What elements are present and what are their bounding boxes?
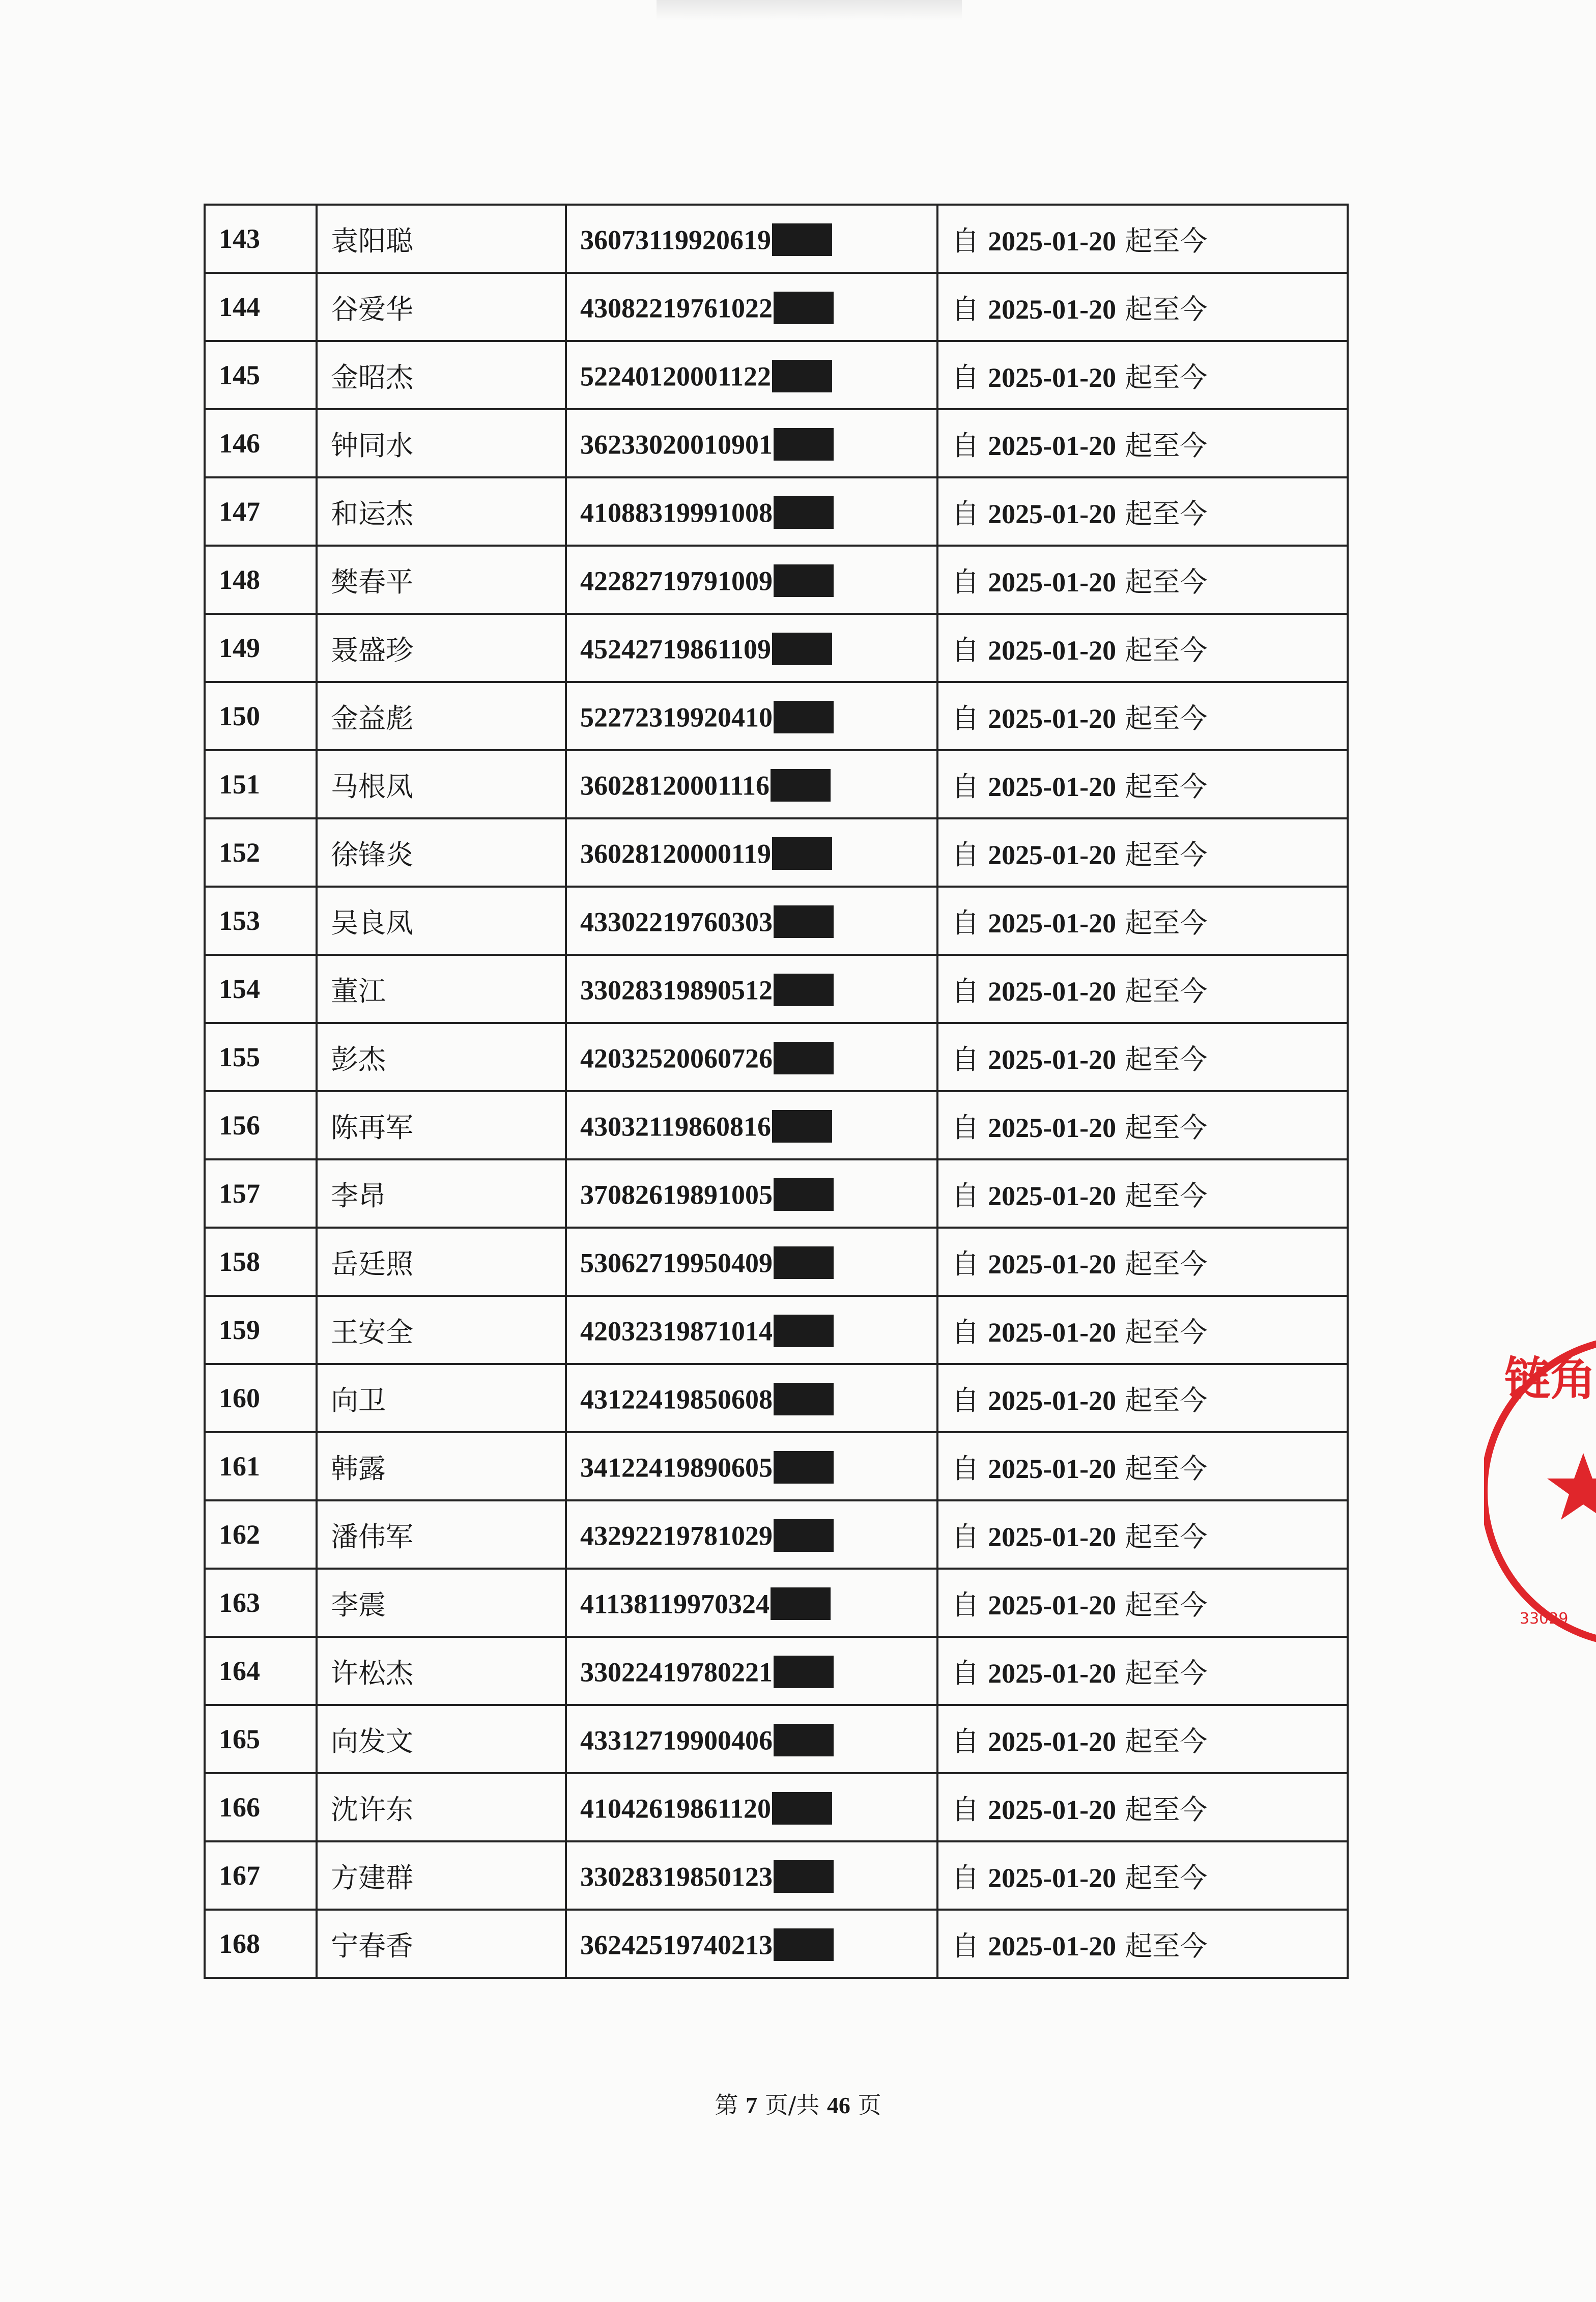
person-name: 李昂: [317, 1159, 566, 1228]
period-suffix: 起至今: [1125, 361, 1208, 393]
footer-prefix: 第: [715, 2091, 738, 2119]
redaction-block: [774, 905, 834, 938]
id-number: 33022419780221: [580, 1657, 773, 1688]
period-prefix: 自: [952, 770, 979, 803]
person-name: 潘伟军: [317, 1500, 566, 1569]
id-number: 41042619861120: [580, 1793, 772, 1824]
table-row: [205, 273, 1348, 341]
period-cell: [937, 1364, 1348, 1432]
period-suffix: 起至今: [1125, 1793, 1208, 1826]
start-date: 2025-01-20: [988, 294, 1117, 325]
table-row: [205, 1841, 1348, 1910]
id-number-cell: [566, 1910, 937, 1978]
redaction-block: [774, 428, 834, 461]
id-number-cell: [566, 273, 937, 341]
start-date: 2025-01-20: [988, 362, 1117, 393]
start-date: 2025-01-20: [988, 1862, 1117, 1893]
id-number: 43032119860816: [580, 1111, 772, 1142]
person-name: 许松杰: [317, 1637, 566, 1705]
start-date: 2025-01-20: [988, 1726, 1117, 1757]
period-cell: [937, 1091, 1348, 1159]
id-number: 41088319991008: [580, 497, 773, 528]
seal-text: 链角: [1504, 1352, 1596, 1406]
id-number: 42032520060726: [580, 1043, 773, 1074]
period-prefix: 自: [952, 429, 979, 462]
row-number: 145: [205, 341, 317, 409]
id-number: 36073119920619: [580, 224, 772, 255]
person-name: 李震: [317, 1569, 566, 1637]
roster-table-body: [205, 205, 1348, 1978]
row-number: 152: [205, 818, 317, 887]
start-date: 2025-01-20: [988, 1385, 1117, 1416]
start-date: 2025-01-20: [988, 703, 1117, 734]
row-number: 160: [205, 1364, 317, 1432]
id-number: 43122419850608: [580, 1384, 773, 1415]
row-number: 155: [205, 1023, 317, 1091]
period-suffix: 起至今: [1125, 838, 1208, 871]
period-prefix: 自: [952, 1452, 979, 1485]
person-name: 徐锋炎: [317, 818, 566, 887]
row-number: 148: [205, 546, 317, 614]
id-number: 43302219760303: [580, 906, 773, 937]
table-row: [205, 1296, 1348, 1364]
id-number: 33028319850123: [580, 1861, 773, 1892]
table-row: [205, 1705, 1348, 1773]
period-suffix: 起至今: [1125, 497, 1208, 530]
id-number-cell: [566, 1228, 937, 1296]
id-number: 36233020010901: [580, 429, 773, 460]
period-suffix: 起至今: [1125, 634, 1208, 666]
table-row: [205, 1569, 1348, 1637]
period-cell: [937, 1228, 1348, 1296]
table-row: [205, 1637, 1348, 1705]
table-row: [205, 887, 1348, 955]
row-number: 158: [205, 1228, 317, 1296]
id-number: 41138119970324: [580, 1588, 770, 1619]
redaction-block: [774, 701, 834, 733]
id-number-cell: [566, 1432, 937, 1500]
id-number-cell: [566, 750, 937, 818]
period-cell: [937, 1705, 1348, 1773]
id-number: 36028120000119: [580, 838, 772, 869]
start-date: 2025-01-20: [988, 907, 1117, 939]
redaction-block: [774, 1315, 834, 1347]
id-number: 42032319871014: [580, 1316, 773, 1347]
period-cell: [937, 1023, 1348, 1091]
row-number: 166: [205, 1773, 317, 1841]
start-date: 2025-01-20: [988, 635, 1117, 666]
id-number-cell: [566, 818, 937, 887]
row-number: 149: [205, 614, 317, 682]
redaction-block: [774, 1246, 834, 1279]
id-number: 36242519740213: [580, 1929, 773, 1960]
row-number: 146: [205, 409, 317, 477]
id-number-cell: [566, 205, 937, 273]
id-number-cell: [566, 1023, 937, 1091]
person-name: 金昭杰: [317, 341, 566, 409]
start-date: 2025-01-20: [988, 566, 1117, 598]
table-row: [205, 1228, 1348, 1296]
id-number-cell: [566, 614, 937, 682]
row-number: 154: [205, 955, 317, 1023]
period-suffix: 起至今: [1125, 702, 1208, 734]
person-name: 聂盛珍: [317, 614, 566, 682]
period-cell: [937, 546, 1348, 614]
id-number-cell: [566, 1159, 937, 1228]
period-cell: [937, 477, 1348, 546]
period-prefix: 自: [952, 1111, 979, 1144]
period-prefix: 自: [952, 1043, 979, 1075]
footer-middle: 页/共: [764, 2091, 820, 2119]
start-date: 2025-01-20: [988, 430, 1117, 461]
period-cell: [937, 341, 1348, 409]
table-row: [205, 341, 1348, 409]
period-suffix: 起至今: [1125, 429, 1208, 462]
footer-page-number: 7: [746, 2092, 758, 2118]
row-number: 159: [205, 1296, 317, 1364]
id-number-cell: [566, 887, 937, 955]
start-date: 2025-01-20: [988, 1658, 1117, 1689]
redaction-block: [774, 1451, 834, 1484]
period-prefix: 自: [952, 975, 979, 1007]
period-prefix: 自: [952, 497, 979, 530]
row-number: 144: [205, 273, 317, 341]
person-name: 王安全: [317, 1296, 566, 1364]
period-suffix: 起至今: [1125, 770, 1208, 803]
redaction-block: [774, 1383, 834, 1415]
table-row: [205, 1500, 1348, 1569]
row-number: 168: [205, 1910, 317, 1978]
redaction-block: [774, 564, 834, 597]
period-prefix: 自: [952, 1247, 979, 1280]
row-number: 157: [205, 1159, 317, 1228]
start-date: 2025-01-20: [988, 1112, 1117, 1143]
redaction-block: [771, 769, 831, 802]
redaction-block: [772, 223, 832, 256]
redaction-block: [772, 1110, 832, 1143]
period-suffix: 起至今: [1125, 975, 1208, 1007]
id-number-cell: [566, 409, 937, 477]
table-row: [205, 1091, 1348, 1159]
redaction-block: [774, 1860, 834, 1893]
period-cell: [937, 1637, 1348, 1705]
redaction-block: [772, 633, 832, 665]
roster-table: [204, 204, 1349, 1979]
id-number: 43082219761022: [580, 293, 773, 324]
person-name: 向发文: [317, 1705, 566, 1773]
id-number-cell: [566, 1569, 937, 1637]
period-prefix: 自: [952, 838, 979, 871]
period-suffix: 起至今: [1125, 224, 1208, 257]
period-cell: [937, 1910, 1348, 1978]
id-number: 43292219781029: [580, 1520, 773, 1551]
start-date: 2025-01-20: [988, 498, 1117, 529]
start-date: 2025-01-20: [988, 1794, 1117, 1825]
id-number: 52272319920410: [580, 702, 773, 733]
person-name: 袁阳聪: [317, 205, 566, 273]
table-row: [205, 1773, 1348, 1841]
id-number: 43312719900406: [580, 1725, 773, 1756]
row-number: 156: [205, 1091, 317, 1159]
redaction-block: [774, 1928, 834, 1961]
period-prefix: 自: [952, 1861, 979, 1894]
id-number: 34122419890605: [580, 1452, 773, 1483]
person-name: 董江: [317, 955, 566, 1023]
id-number-cell: [566, 477, 937, 546]
period-prefix: 自: [952, 224, 979, 257]
row-number: 143: [205, 205, 317, 273]
id-number: 53062719950409: [580, 1247, 773, 1278]
period-suffix: 起至今: [1125, 565, 1208, 598]
period-cell: [937, 682, 1348, 750]
start-date: 2025-01-20: [988, 1930, 1117, 1962]
start-date: 2025-01-20: [988, 771, 1117, 802]
period-suffix: 起至今: [1125, 1247, 1208, 1280]
id-number-cell: [566, 341, 937, 409]
period-prefix: 自: [952, 634, 979, 666]
table-row: [205, 546, 1348, 614]
period-cell: [937, 273, 1348, 341]
redaction-block: [771, 1587, 831, 1620]
table-row: [205, 1159, 1348, 1228]
id-number-cell: [566, 1637, 937, 1705]
period-suffix: 起至今: [1125, 1861, 1208, 1894]
person-name: 马根凤: [317, 750, 566, 818]
person-name: 谷爱华: [317, 273, 566, 341]
start-date: 2025-01-20: [988, 1248, 1117, 1280]
id-number: 33028319890512: [580, 975, 773, 1006]
start-date: 2025-01-20: [988, 1453, 1117, 1484]
period-prefix: 自: [952, 1179, 979, 1212]
page-footer: [0, 2087, 1596, 2120]
period-prefix: 自: [952, 1316, 979, 1348]
period-cell: [937, 205, 1348, 273]
seal-code: 33029: [1520, 1610, 1569, 1628]
id-number: 37082619891005: [580, 1179, 773, 1210]
period-suffix: 起至今: [1125, 1316, 1208, 1348]
period-cell: [937, 1159, 1348, 1228]
table-row: [205, 682, 1348, 750]
person-name: 岳廷照: [317, 1228, 566, 1296]
person-name: 沈许东: [317, 1773, 566, 1841]
period-suffix: 起至今: [1125, 906, 1208, 939]
period-cell: [937, 1500, 1348, 1569]
id-number: 36028120001116: [580, 770, 770, 801]
table-row: [205, 955, 1348, 1023]
person-name: 吴良凤: [317, 887, 566, 955]
row-number: 164: [205, 1637, 317, 1705]
id-number-cell: [566, 546, 937, 614]
period-prefix: 自: [952, 1588, 979, 1621]
table-row: [205, 1432, 1348, 1500]
table-row: [205, 205, 1348, 273]
person-name: 钟同水: [317, 409, 566, 477]
period-prefix: 自: [952, 293, 979, 325]
table-row: [205, 477, 1348, 546]
footer-suffix: 页: [858, 2091, 881, 2119]
period-suffix: 起至今: [1125, 1588, 1208, 1621]
period-suffix: 起至今: [1125, 1520, 1208, 1553]
row-number: 150: [205, 682, 317, 750]
period-suffix: 起至今: [1125, 1384, 1208, 1416]
table-row: [205, 614, 1348, 682]
row-number: 165: [205, 1705, 317, 1773]
period-suffix: 起至今: [1125, 1725, 1208, 1757]
period-cell: [937, 1569, 1348, 1637]
period-prefix: 自: [952, 1725, 979, 1757]
period-cell: [937, 955, 1348, 1023]
person-name: 樊春平: [317, 546, 566, 614]
row-number: 167: [205, 1841, 317, 1910]
row-number: 162: [205, 1500, 317, 1569]
id-number-cell: [566, 682, 937, 750]
period-cell: [937, 1841, 1348, 1910]
person-name: 方建群: [317, 1841, 566, 1910]
start-date: 2025-01-20: [988, 1521, 1117, 1552]
start-date: 2025-01-20: [988, 839, 1117, 870]
period-cell: [937, 750, 1348, 818]
period-cell: [937, 614, 1348, 682]
table-row: [205, 409, 1348, 477]
row-number: 151: [205, 750, 317, 818]
period-cell: [937, 818, 1348, 887]
period-prefix: 自: [952, 1657, 979, 1689]
person-name: 彭杰: [317, 1023, 566, 1091]
redaction-block: [774, 292, 834, 324]
period-prefix: 自: [952, 1520, 979, 1553]
start-date: 2025-01-20: [988, 976, 1117, 1007]
period-suffix: 起至今: [1125, 293, 1208, 325]
redaction-block: [772, 1792, 832, 1825]
redaction-block: [774, 1178, 834, 1211]
id-number-cell: [566, 1364, 937, 1432]
period-prefix: 自: [952, 361, 979, 393]
period-suffix: 起至今: [1125, 1111, 1208, 1144]
period-prefix: 自: [952, 702, 979, 734]
id-number: 42282719791009: [580, 565, 773, 596]
person-name: 和运杰: [317, 477, 566, 546]
period-prefix: 自: [952, 1793, 979, 1826]
person-name: 宁春香: [317, 1910, 566, 1978]
row-number: 153: [205, 887, 317, 955]
period-suffix: 起至今: [1125, 1657, 1208, 1689]
id-number-cell: [566, 1841, 937, 1910]
id-number-cell: [566, 1705, 937, 1773]
period-prefix: 自: [952, 906, 979, 939]
red-seal-stamp: [1484, 1323, 1596, 1659]
period-cell: [937, 409, 1348, 477]
period-prefix: 自: [952, 1929, 979, 1962]
table-row: [205, 750, 1348, 818]
id-number: 52240120001122: [580, 361, 772, 392]
redaction-block: [774, 974, 834, 1006]
id-number-cell: [566, 1091, 937, 1159]
table-row: [205, 1023, 1348, 1091]
period-suffix: 起至今: [1125, 1452, 1208, 1485]
table-row: [205, 1364, 1348, 1432]
redaction-block: [774, 496, 834, 529]
row-number: 161: [205, 1432, 317, 1500]
start-date: 2025-01-20: [988, 1589, 1117, 1621]
id-number-cell: [566, 1500, 937, 1569]
seal-star-icon: [1547, 1453, 1596, 1520]
scan-edge-shadow: [657, 0, 962, 20]
period-suffix: 起至今: [1125, 1179, 1208, 1212]
redaction-block: [774, 1042, 834, 1074]
redaction-block: [774, 1724, 834, 1756]
period-cell: [937, 887, 1348, 955]
redaction-block: [774, 1656, 834, 1688]
person-name: 向卫: [317, 1364, 566, 1432]
period-suffix: 起至今: [1125, 1929, 1208, 1962]
period-suffix: 起至今: [1125, 1043, 1208, 1075]
id-number: 45242719861109: [580, 634, 772, 665]
period-prefix: 自: [952, 565, 979, 598]
period-cell: [937, 1296, 1348, 1364]
table-row: [205, 818, 1348, 887]
redaction-block: [772, 360, 832, 392]
table-row: [205, 1910, 1348, 1978]
id-number-cell: [566, 1296, 937, 1364]
person-name: 韩露: [317, 1432, 566, 1500]
start-date: 2025-01-20: [988, 225, 1117, 257]
person-name: 陈再军: [317, 1091, 566, 1159]
period-cell: [937, 1432, 1348, 1500]
id-number-cell: [566, 1773, 937, 1841]
person-name: 金益彪: [317, 682, 566, 750]
redaction-block: [772, 837, 832, 870]
start-date: 2025-01-20: [988, 1317, 1117, 1348]
row-number: 163: [205, 1569, 317, 1637]
start-date: 2025-01-20: [988, 1180, 1117, 1211]
row-number: 147: [205, 477, 317, 546]
redaction-block: [774, 1519, 834, 1552]
footer-total-pages: 46: [826, 2092, 850, 2118]
period-prefix: 自: [952, 1384, 979, 1416]
start-date: 2025-01-20: [988, 1044, 1117, 1075]
period-cell: [937, 1773, 1348, 1841]
id-number-cell: [566, 955, 937, 1023]
